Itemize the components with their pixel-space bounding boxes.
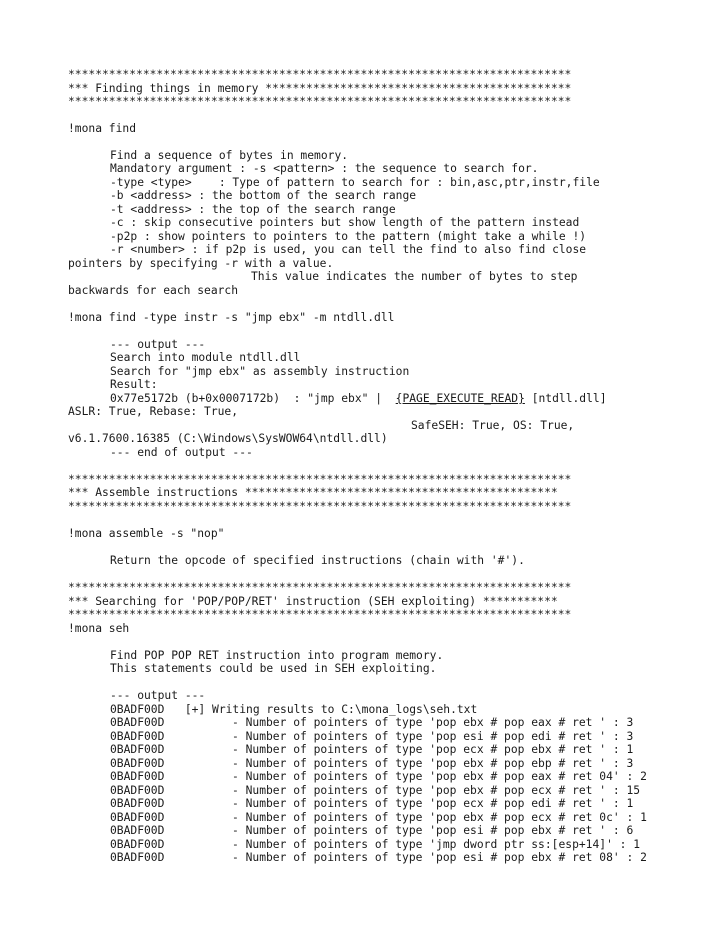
desc-line: -t <address> : the top of the search range — [110, 203, 396, 216]
list-item: 0BADF00D - Number of pointers of type 'pop ebx # pop ecx # ret 0c' : 1 — [110, 811, 647, 824]
command-assemble: !mona assemble -s "nop" — [68, 527, 225, 540]
output-end: --- end of output --- — [110, 446, 253, 459]
stars-line: ************************************************************************** — [68, 608, 572, 621]
list-item: 0BADF00D - Number of pointers of type 'pop ebx # pop ebp # ret ' : 3 — [110, 757, 634, 770]
stars-line: ************************************************************************** — [68, 500, 572, 513]
list-item: 0BADF00D - Number of pointers of type 'pop ecx # pop ebx # ret ' : 1 — [110, 743, 634, 756]
section-title-seh: *** Searching for 'POP/POP/RET' instruction (SEH exploiting) *********** — [68, 595, 558, 608]
list-item: 0BADF00D - Number of pointers of type 'pop ebx # pop ecx # ret ' : 15 — [110, 784, 641, 797]
desc-wrap: backwards for each search — [68, 284, 239, 297]
command-find: !mona find — [68, 122, 137, 135]
desc-line: -p2p : show pointers to pointers to the pattern (might take a while !) — [110, 230, 587, 243]
desc-line: -r <number> : if p2p is used, you can tell the find to also find close — [110, 243, 587, 256]
stars-line: ************************************************************************** — [68, 581, 572, 594]
section-title-find: *** Finding things in memory ********************************************* — [68, 82, 572, 95]
result-flag: {PAGE_EXECUTE_READ} — [395, 392, 525, 405]
stars-line: ************************************************************************** — [68, 95, 572, 108]
stars-line: ************************************************************************** — [68, 473, 572, 486]
result-safeseh: SafeSEH: True, OS: True, — [411, 419, 575, 432]
desc-line: Find a sequence of bytes in memory. — [110, 149, 349, 162]
command-seh: !mona seh — [68, 622, 130, 635]
list-item: 0BADF00D - Number of pointers of type 'pop ecx # pop edi # ret ' : 1 — [110, 797, 634, 810]
desc-line: Mandatory argument : -s <pattern> : the sequence to search for. — [110, 162, 539, 175]
output-line: Result: — [110, 378, 158, 391]
desc-line: -b <address> : the bottom of the search range — [110, 189, 417, 202]
list-item: 0BADF00D - Number of pointers of type 'jmp dword ptr ss:[esp+14]' : 1 — [110, 838, 641, 851]
stars-line: ************************************************************************** — [68, 68, 572, 81]
list-item: 0BADF00D - Number of pointers of type 'pop esi # pop ebx # ret ' : 6 — [110, 824, 634, 837]
result-line — [110, 392, 607, 406]
output-writing: 0BADF00D [+] Writing results to C:\mona_logs\seh.txt — [110, 703, 478, 716]
desc-line: Find POP POP RET instruction into program memory. — [110, 649, 444, 662]
output-header: --- output --- — [110, 689, 206, 702]
result-version: v6.1.7600.16385 (C:\Windows\SysWOW64\ntdll.dll) — [68, 432, 388, 445]
list-item: 0BADF00D - Number of pointers of type 'pop ebx # pop eax # ret ' : 3 — [110, 716, 634, 729]
section-title-assemble: *** Assemble instructions ********************************************** — [68, 486, 558, 499]
desc-line: -type <type> : Type of pattern to search for : bin,asc,ptr,instr,file — [110, 176, 600, 189]
result-address: 0x77e5172b (b+0x0007172b) : "jmp ebx" | — [110, 392, 396, 405]
desc-line: -c : skip consecutive pointers but show length of the pattern instead — [110, 216, 580, 229]
output-line: Search into module ntdll.dll — [110, 351, 301, 364]
output-header: --- output --- — [110, 338, 206, 351]
result-aslr: ASLR: True, Rebase: True, — [68, 405, 239, 418]
desc-line: This statements could be used in SEH exploiting. — [110, 662, 437, 675]
desc-wrap: This value indicates the number of bytes to step — [251, 270, 578, 283]
desc-line: Return the opcode of specified instructions (chain with '#'). — [110, 554, 525, 567]
output-line: Search for "jmp ebx" as assembly instruction — [110, 365, 410, 378]
desc-wrap: pointers by specifying -r with a value. — [68, 257, 334, 270]
list-item: 0BADF00D - Number of pointers of type 'pop ebx # pop eax # ret 04' : 2 — [110, 770, 647, 783]
list-item: 0BADF00D - Number of pointers of type 'pop esi # pop edi # ret ' : 3 — [110, 730, 634, 743]
list-item: 0BADF00D - Number of pointers of type 'pop esi # pop ebx # ret 08' : 2 — [110, 851, 647, 864]
command-find-example: !mona find -type instr -s "jmp ebx" -m ntdll.dll — [68, 311, 395, 324]
result-module: [ntdll.dll] — [524, 392, 607, 405]
